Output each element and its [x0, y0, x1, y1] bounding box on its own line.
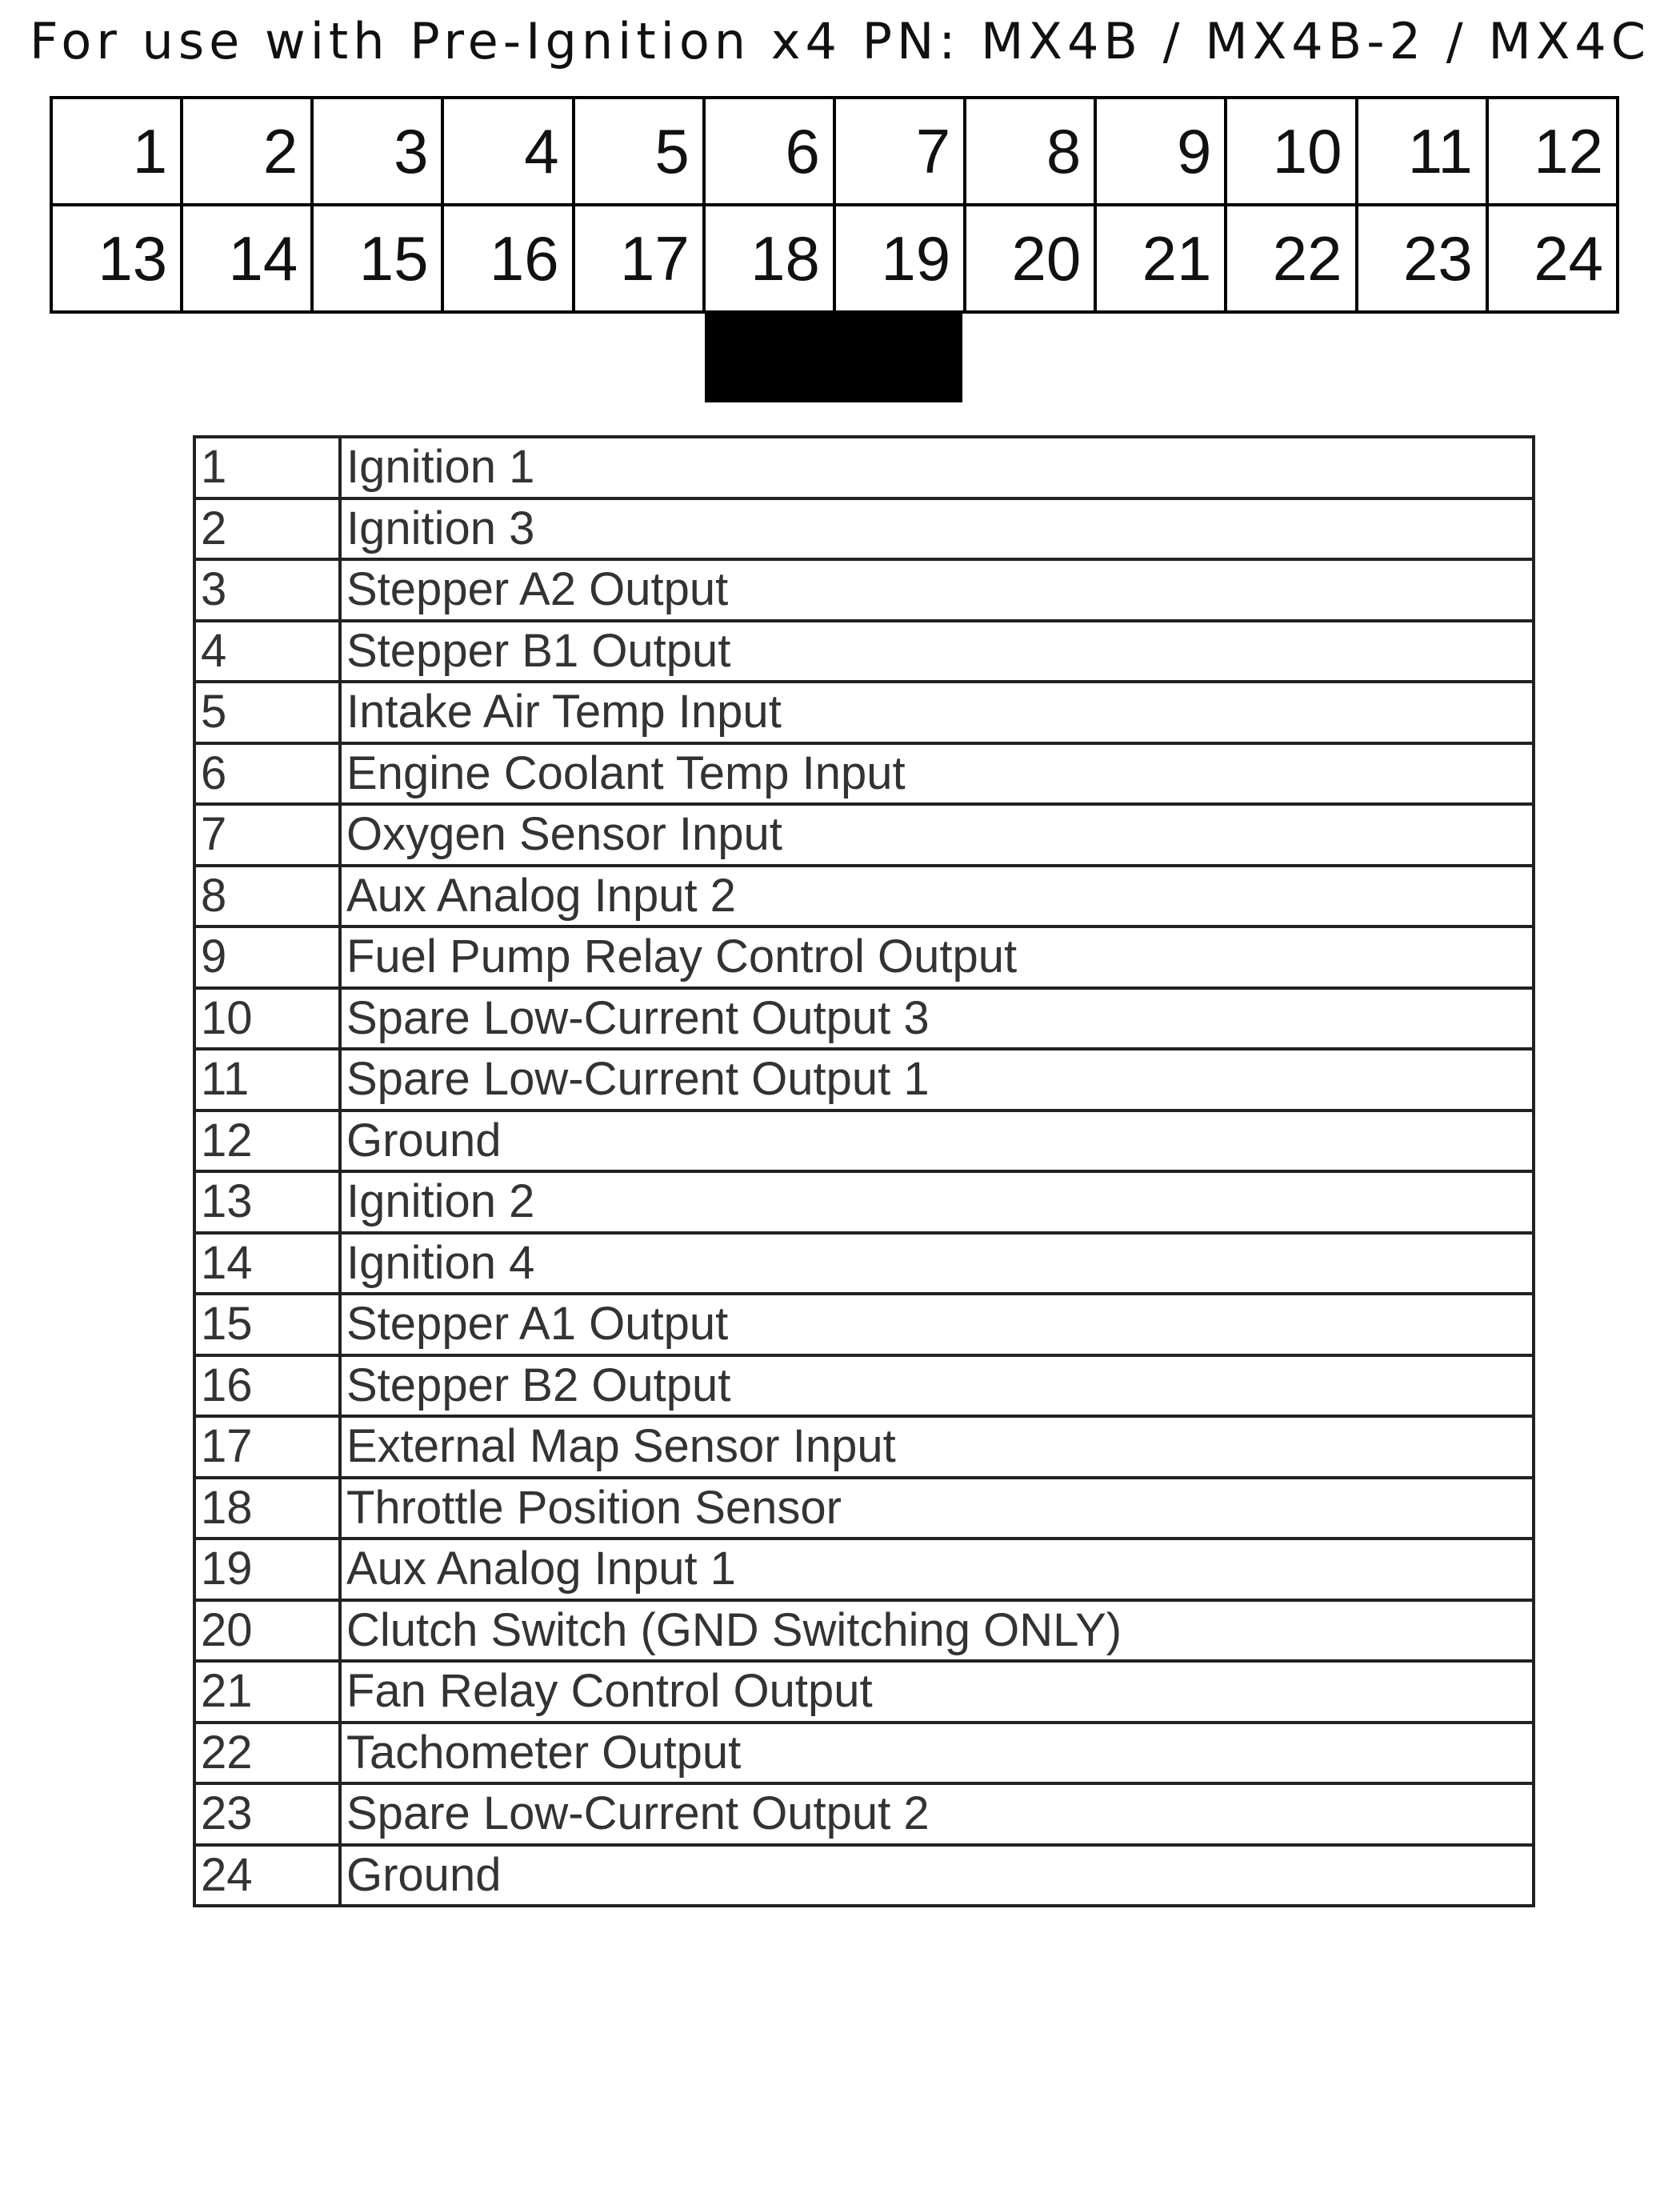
connector-pin: 8 — [965, 98, 1095, 205]
table-row — [194, 682, 1534, 743]
pin-number: 7 — [194, 804, 340, 866]
table-row — [194, 1171, 1534, 1233]
pin-number: 16 — [194, 1355, 340, 1417]
pin-function: Ignition 2 — [340, 1171, 1534, 1233]
pin-number: 8 — [194, 866, 340, 927]
connector-pin: 20 — [965, 205, 1095, 312]
pin-function: Fuel Pump Relay Control Output — [340, 926, 1534, 988]
pin-number: 4 — [194, 621, 340, 682]
pin-function: Tachometer Output — [340, 1723, 1534, 1784]
table-row — [194, 621, 1534, 682]
connector-pin: 6 — [704, 98, 834, 205]
connector-pin: 13 — [51, 205, 182, 312]
pin-number: 2 — [194, 498, 340, 560]
pin-function: Ignition 3 — [340, 498, 1534, 560]
pin-number: 17 — [194, 1416, 340, 1478]
pin-number: 20 — [194, 1600, 340, 1662]
connector-pin: 7 — [834, 98, 965, 205]
connector-key-tab — [705, 310, 962, 402]
connector-pin: 16 — [442, 205, 573, 312]
pin-function: Aux Analog Input 2 — [340, 866, 1534, 927]
pin-number: 13 — [194, 1171, 340, 1233]
table-row — [194, 866, 1534, 927]
pin-function: Stepper A1 Output — [340, 1294, 1534, 1355]
pin-function: Spare Low-Current Output 3 — [340, 988, 1534, 1050]
table-row — [194, 1661, 1534, 1723]
pin-function: Spare Low-Current Output 1 — [340, 1049, 1534, 1111]
table-row — [194, 559, 1534, 621]
connector-pin: 2 — [182, 98, 312, 205]
table-row — [194, 988, 1534, 1050]
pin-function: Aux Analog Input 1 — [340, 1539, 1534, 1600]
pin-number: 9 — [194, 926, 340, 988]
pin-number: 6 — [194, 743, 340, 805]
pin-number: 1 — [194, 437, 340, 498]
connector-pin: 11 — [1357, 98, 1487, 205]
connector-pin: 14 — [182, 205, 312, 312]
pin-number: 23 — [194, 1783, 340, 1845]
pin-function: Ignition 4 — [340, 1233, 1534, 1295]
connector-pin: 22 — [1226, 205, 1356, 312]
table-row — [194, 804, 1534, 866]
pin-function: Spare Low-Current Output 2 — [340, 1783, 1534, 1845]
table-row — [194, 1111, 1534, 1172]
connector-pin: 10 — [1226, 98, 1356, 205]
connector-pin: 23 — [1357, 205, 1487, 312]
connector-pin: 1 — [51, 98, 182, 205]
connector-pin: 12 — [1487, 98, 1618, 205]
page-title: For use with Pre-Ignition x4 PN: MX4B / MX4B-2 / MX4C — [29, 12, 1651, 70]
pin-number: 22 — [194, 1723, 340, 1784]
connector-pin: 3 — [312, 98, 442, 205]
pin-function: Ground — [340, 1845, 1534, 1907]
connector-pin: 24 — [1487, 205, 1618, 312]
table-row — [194, 743, 1534, 805]
pin-number: 10 — [194, 988, 340, 1050]
connector-pin: 18 — [704, 205, 834, 312]
pin-function: External Map Sensor Input — [340, 1416, 1534, 1478]
pin-number: 21 — [194, 1661, 340, 1723]
table-row — [194, 1783, 1534, 1845]
connector-pin: 21 — [1095, 205, 1226, 312]
table-row — [194, 1049, 1534, 1111]
table-row — [194, 1355, 1534, 1417]
table-row — [194, 1600, 1534, 1662]
pin-function: Engine Coolant Temp Input — [340, 743, 1534, 805]
pin-function: Clutch Switch (GND Switching ONLY) — [340, 1600, 1534, 1662]
connector-top-row — [51, 98, 1618, 205]
pin-function: Stepper B1 Output — [340, 621, 1534, 682]
table-row — [194, 1723, 1534, 1784]
connector-bottom-row — [51, 205, 1618, 312]
pin-function-table — [193, 435, 1535, 1907]
table-row — [194, 1233, 1534, 1295]
table-row — [194, 1294, 1534, 1355]
table-row — [194, 1539, 1534, 1600]
pin-number: 15 — [194, 1294, 340, 1355]
pin-function: Stepper B2 Output — [340, 1355, 1534, 1417]
pin-function: Ground — [340, 1111, 1534, 1172]
pin-number: 14 — [194, 1233, 340, 1295]
pin-number: 18 — [194, 1478, 340, 1539]
connector-pin: 19 — [834, 205, 965, 312]
connector-pin: 4 — [442, 98, 573, 205]
table-row — [194, 1416, 1534, 1478]
pin-number: 19 — [194, 1539, 340, 1600]
pin-number: 11 — [194, 1049, 340, 1111]
table-row — [194, 1478, 1534, 1539]
table-row — [194, 498, 1534, 560]
pin-number: 5 — [194, 682, 340, 743]
connector-pin: 5 — [574, 98, 704, 205]
pin-function: Oxygen Sensor Input — [340, 804, 1534, 866]
pin-function: Throttle Position Sensor — [340, 1478, 1534, 1539]
pin-function: Fan Relay Control Output — [340, 1661, 1534, 1723]
pin-function: Stepper A2 Output — [340, 559, 1534, 621]
connector-pin: 9 — [1095, 98, 1226, 205]
connector-pin: 17 — [574, 205, 704, 312]
pin-number: 3 — [194, 559, 340, 621]
pin-number: 12 — [194, 1111, 340, 1172]
table-row — [194, 437, 1534, 498]
pin-number: 24 — [194, 1845, 340, 1907]
pin-function: Intake Air Temp Input — [340, 682, 1534, 743]
connector-pinout-diagram — [50, 96, 1619, 314]
connector-pin: 15 — [312, 205, 442, 312]
table-row — [194, 1845, 1534, 1907]
pin-function: Ignition 1 — [340, 437, 1534, 498]
table-row — [194, 926, 1534, 988]
